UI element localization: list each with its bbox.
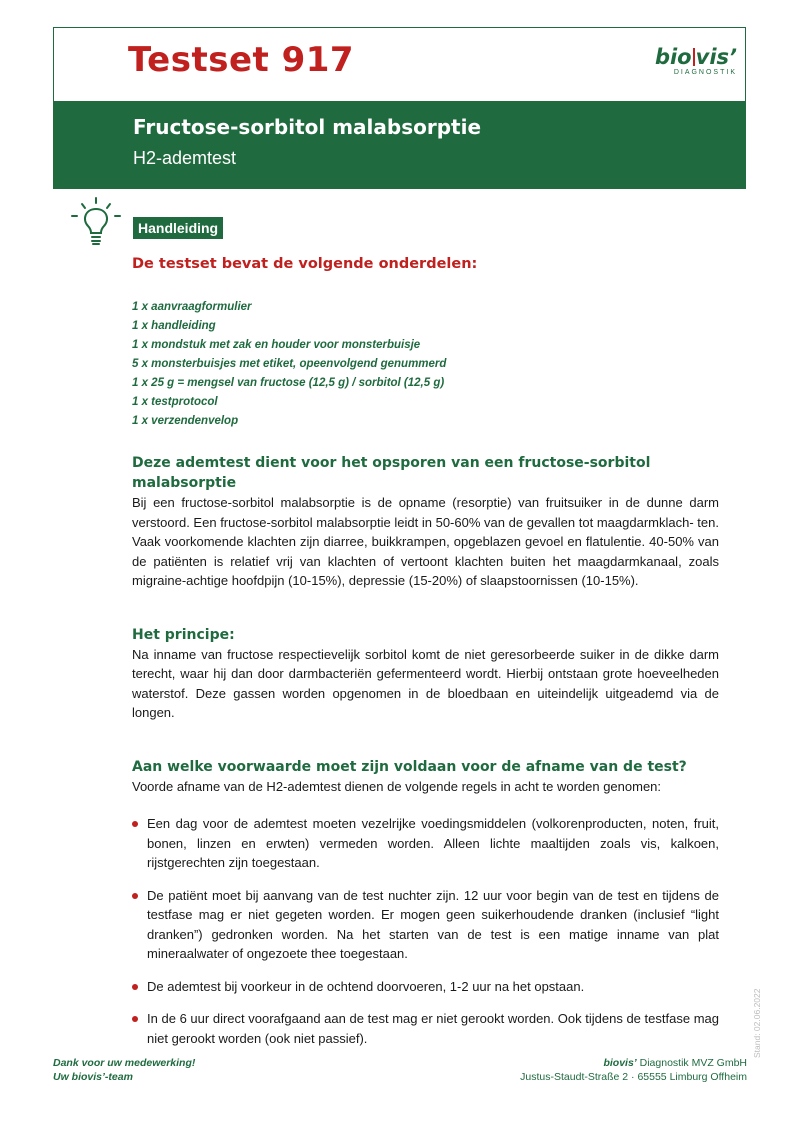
parts-item: 1 x aanvraagformulier xyxy=(132,301,252,313)
parts-heading: De testset bevat de volgende onderdelen: xyxy=(132,256,478,272)
logo-text-left: bio xyxy=(654,45,692,69)
parts-item: 1 x verzendenvelop xyxy=(132,415,239,427)
list-item xyxy=(132,977,719,997)
principle-section xyxy=(132,625,719,723)
footer-thanks xyxy=(53,1056,195,1084)
main-content xyxy=(132,256,719,1061)
parts-item: 1 x mondstuk met zak en houder voor monsterbuisje xyxy=(132,339,421,351)
logo-bar-icon xyxy=(693,48,695,66)
purpose-heading: Deze ademtest dient voor het opsporen van een fructose-sorbitol malabsorptie xyxy=(132,455,651,491)
company-name: Diagnostik MVZ GmbH xyxy=(636,1057,747,1069)
logo-text-right: vis’ xyxy=(695,45,737,69)
conditions-section xyxy=(132,757,719,1049)
bullet-dot-icon xyxy=(132,893,138,899)
thanks-line-1: Dank voor uw medewerking! xyxy=(53,1057,196,1069)
company-brand: biovis’ xyxy=(603,1057,637,1069)
parts-item: 5 x monsterbuisjes met etiket, opeenvolgend genummerd xyxy=(132,358,447,370)
logo-subtitle: DIAGNOSTIK xyxy=(673,69,737,76)
list-item-text: In de 6 uur direct voorafgaand aan de test mag er niet gerookt worden. Ook tijdens de testfase mag niet gerookt worden (ook niet passief). xyxy=(147,1011,719,1046)
footer-address xyxy=(520,1056,747,1084)
principle-text: Na inname van fructose respectievelijk sorbitol komt de niet geresorbeerde suiker in de dikke darm terecht, waar hij dan door darmbacteriën gefermenteerd wordt. Hierbij ontstaan grote hoeveelheden waterstof. Deze gassen worden opgenomen in de bloedbaan en uiteindelijk uitgeademd via de longen. xyxy=(132,646,719,720)
company-address: Justus-Staudt-Straße 2 · 65555 Limburg Offheim xyxy=(520,1071,747,1083)
list-item-text: Een dag voor de ademtest moeten vezelrijke voedingsmiddelen (volkorenproducten, noten, fruit, bonen, linzen en erwten) vermeden worden. Alleen lichte maaltijden zoals vis, kalkoen, rijstgerechten zijn toegestaan. xyxy=(147,816,719,870)
bullet-dot-icon xyxy=(132,821,138,827)
purpose-text: Bij een fructose-sorbitol malabsorptie is de opname (resorptie) van fruitsuiker in de dunne darm verstoord. Een fructose-sorbitol malabsorptie leidt in 50-60% van de gevallen tot maagdarmklach- ten. Vaak voorkomende klachten zijn diarree, buikkrampen, opgeblazen gevoel en flatulentie. 40-50% van de patiënten is relatief vrij van klachten of vertoont klachten buiten het maagdarmkanaal, zoals migraine-achtige hoofdpijn (10-15%), depressie (15-20%) of slaapstoornissen (10-15%). xyxy=(132,495,719,588)
header-box xyxy=(53,27,746,189)
parts-item: 1 x handleiding xyxy=(132,320,216,332)
title-band xyxy=(54,101,745,189)
document-title: Fructose-sorbitol malabsorptie xyxy=(133,115,482,139)
document-subtitle: H2-ademtest xyxy=(133,148,237,168)
parts-item: 1 x testprotocol xyxy=(132,396,218,408)
page-title: Testset 917 xyxy=(128,40,355,80)
conditions-heading: Aan welke voorwaarde moet zijn voldaan voor de afname van de test? xyxy=(132,758,687,775)
thanks-line-2: Uw biovis’-team xyxy=(53,1071,133,1083)
parts-list xyxy=(132,298,719,431)
list-item-text: De ademtest bij voorkeur in de ochtend doorvoeren, 1-2 uur na het opstaan. xyxy=(147,978,585,994)
biovis-logo xyxy=(655,46,737,76)
conditions-intro: Voorde afname van de H2-ademtest dienen de volgende regels in acht te worden genomen: xyxy=(132,778,662,794)
version-stamp: Stand: 02.06.2022 xyxy=(752,988,762,1058)
bullet-dot-icon xyxy=(132,984,138,990)
bullet-dot-icon xyxy=(132,1016,138,1022)
parts-item: 1 x 25 g = mengsel van fructose (12,5 g) / sorbitol (12,5 g) xyxy=(132,377,445,389)
list-item xyxy=(132,814,719,873)
principle-heading: Het principe: xyxy=(132,626,235,643)
manual-badge: Handleiding xyxy=(133,217,223,239)
lightbulb-icon xyxy=(68,196,124,248)
list-item-text: De patiënt moet bij aanvang van de test nuchter zijn. 12 uur voor begin van de test en tijdens de testfase mag er niet gegeten worden. Er mogen geen suikerhoudende dranken (inclusief “light dranken”) gedronken worden. Na het starten van de test is een matige inname van plat mineraalwater of ongezoete thee toegestaan. xyxy=(147,887,719,961)
list-item xyxy=(132,1009,719,1048)
purpose-section xyxy=(132,453,719,591)
list-item xyxy=(132,886,719,964)
conditions-list xyxy=(132,814,719,1048)
